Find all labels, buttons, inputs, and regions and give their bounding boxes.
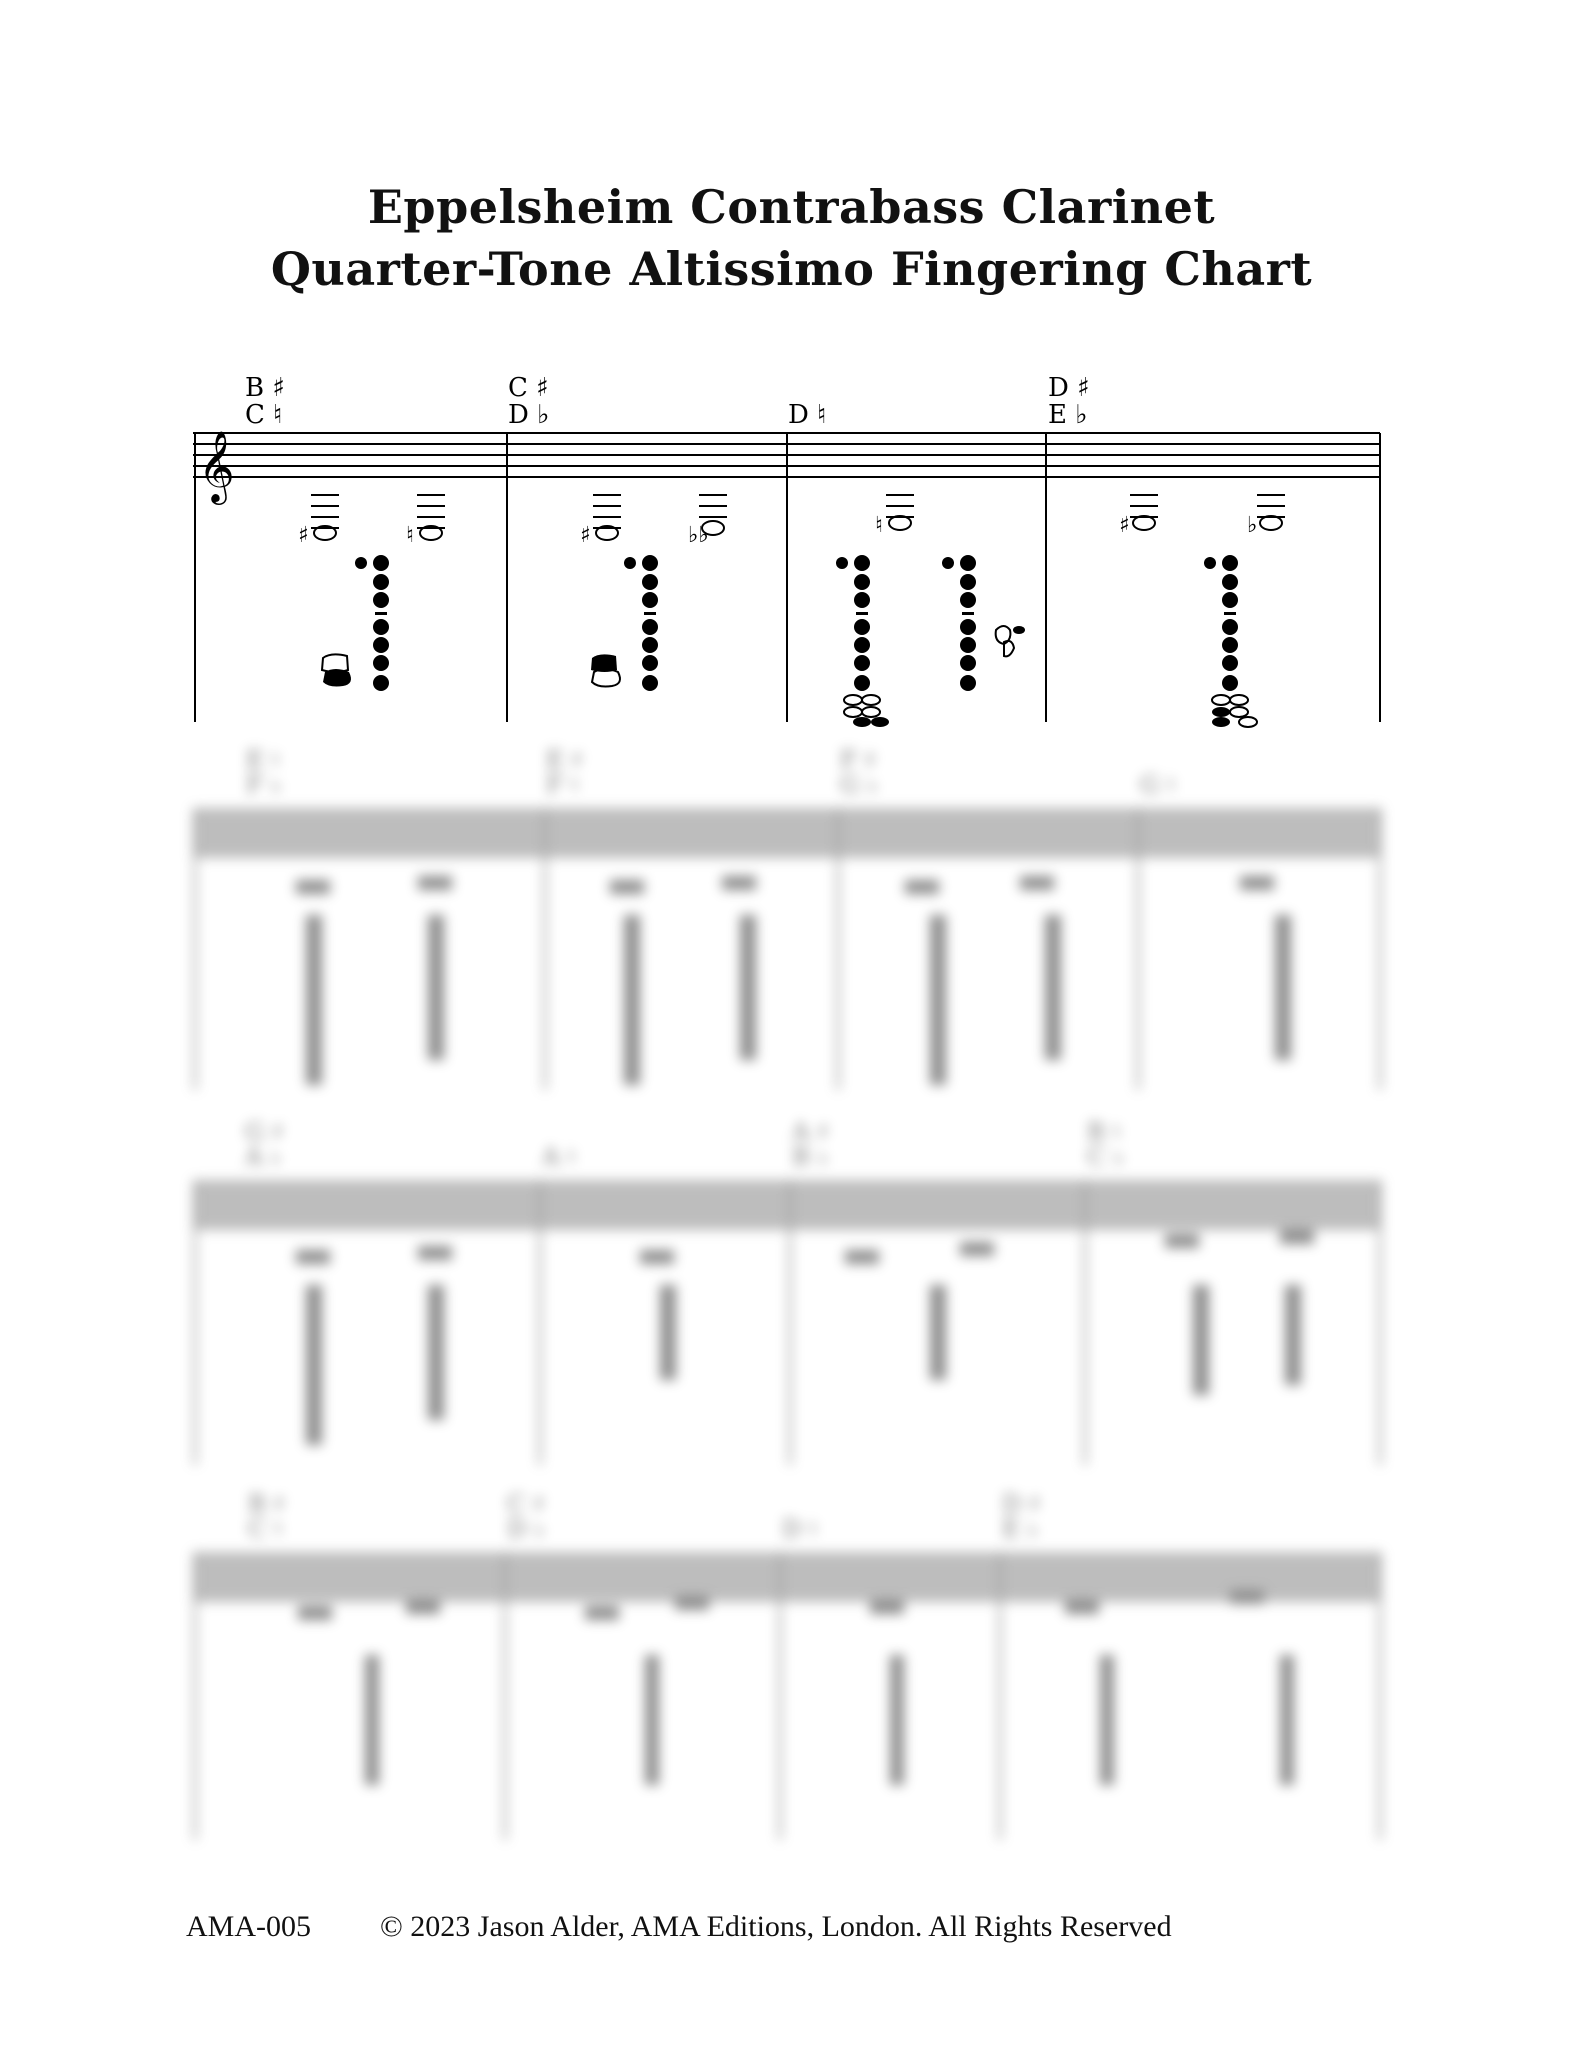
fingering-diagram [836,555,889,727]
note-label: G ♮ [1140,771,1176,799]
svg-text:♯: ♯ [298,523,309,548]
note-label: B ♭ [792,1143,829,1171]
note-label: A ♭ [245,1143,282,1171]
note-head [1130,495,1158,530]
note-label: D ♯ [1002,1490,1041,1518]
chart-title-line-2: Quarter-Tone Altissimo Fingering Chart [270,242,1313,296]
note-label: D ♯ [1048,373,1090,403]
fingering-diagram [591,555,658,691]
note-head [311,495,339,540]
note-label: E ♭ [1048,400,1088,430]
note-label: B ♯ [245,373,285,403]
fingering-diagram [1204,555,1257,727]
svg-text:♭♭: ♭♭ [688,523,709,548]
blurred-systems [193,746,1380,1840]
note-label: E ♭ [1002,1515,1039,1543]
note-label: E ♯ [546,746,583,774]
note-label: A ♮ [542,1143,576,1171]
note-label: E ♮ [246,746,280,774]
ledger-notes [311,495,1285,540]
note-head [1257,495,1285,530]
note-label: B ♮ [1087,1118,1121,1146]
catalog-code: AMA-005 [186,1910,311,1943]
fingering-diagram [322,555,389,691]
note-label: A ♯ [792,1118,829,1146]
treble-clef-icon: 𝄞 [198,429,235,502]
svg-text:♯: ♯ [1119,513,1130,538]
note-label: G ♯ [245,1118,284,1146]
note-label: C ♯ [507,1490,545,1518]
note-label: D ♮ [782,1515,818,1543]
note-label: C ♯ [508,373,549,403]
svg-text:♯: ♯ [580,523,591,548]
system-4 [193,1490,1380,1840]
system-1 [193,373,1380,727]
note-label: D ♭ [508,400,550,430]
svg-text:♭: ♭ [1247,513,1258,538]
copyright-notice: © 2023 Jason Alder, AMA Editions, London. All Rights Reserved [380,1910,1172,1943]
note-label: G ♭ [840,771,879,799]
note-label: B ♯ [248,1490,285,1518]
note-label: C ♭ [1087,1143,1125,1171]
note-head [417,495,445,540]
system-3 [193,1118,1380,1465]
note-label: D ♭ [507,1515,546,1543]
note-label: C ♮ [245,400,283,430]
note-label: F ♮ [546,771,579,799]
chart-title-line-1: Eppelsheim Contrabass Clarinet [367,180,1216,234]
svg-text:♮: ♮ [406,523,414,548]
note-label: C ♮ [248,1515,283,1543]
fingering-diagrams [322,555,1257,727]
fingering-diagram [942,555,1025,691]
note-head [593,495,621,540]
system-2 [193,746,1380,1090]
note-head [886,495,914,530]
note-label: F ♯ [840,746,876,774]
note-label: D ♮ [788,400,827,430]
note-label: F ♭ [246,771,282,799]
svg-text:♮: ♮ [875,513,883,538]
